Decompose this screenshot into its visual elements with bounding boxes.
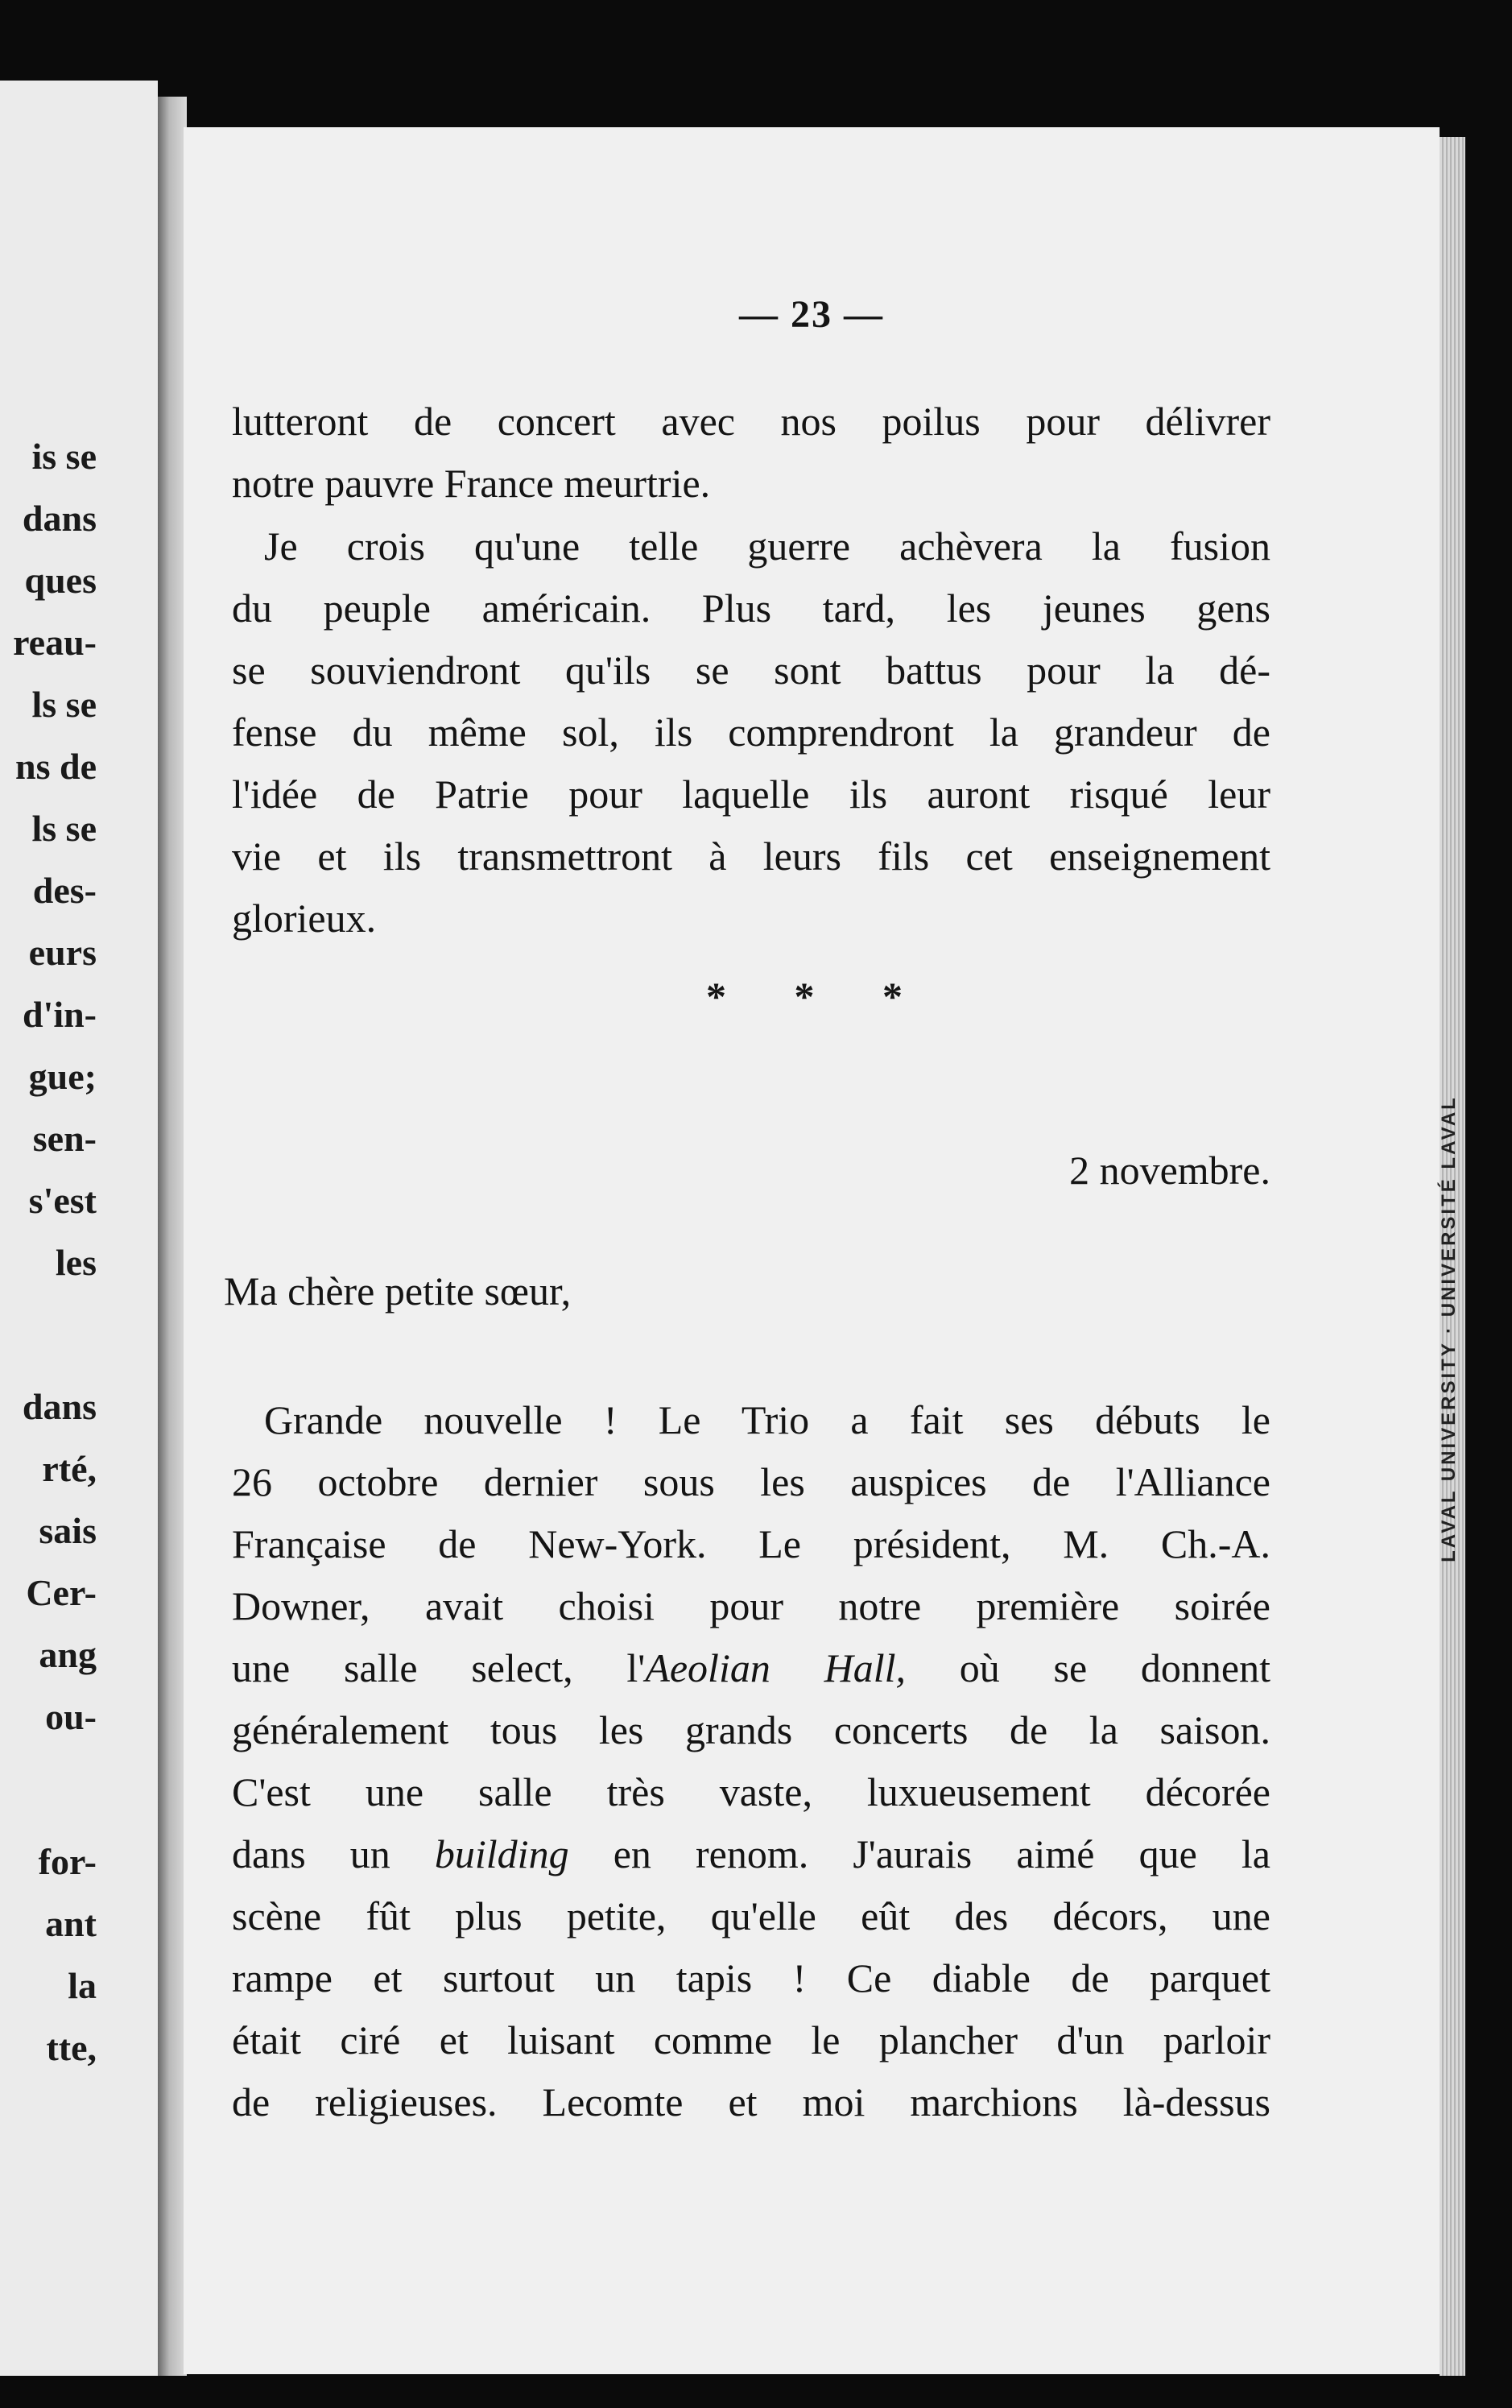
left-page-fragment: ls se <box>31 684 97 725</box>
previous-page-strip <box>0 81 158 2392</box>
left-page-fragment: tte, <box>46 2027 97 2068</box>
left-page-fragment: sais <box>39 1510 97 1551</box>
text-line: du peuple américain. Plus tard, les jeunes gens <box>232 585 1270 631</box>
text-line: notre pauvre France meurtrie. <box>232 461 711 506</box>
left-page-fragment: rté, <box>42 1448 97 1489</box>
text-line <box>232 1830 1270 1878</box>
left-page-fragment: Cer- <box>26 1572 97 1613</box>
library-stamp-text: LAVAL UNIVERSITY · UNIVERSITÉ LAVAL <box>1438 1095 1460 1562</box>
page-number-value: 23 <box>791 293 832 336</box>
left-page-fragment: ang <box>39 1634 97 1675</box>
text-line: scène fût plus petite, qu'elle eût des décors, une <box>232 1893 1270 1938</box>
main-page <box>184 127 1440 2374</box>
text-line: Française de New-York. Le président, M. Ch.-A. <box>232 1521 1270 1566</box>
left-page-fragment: for- <box>38 1841 97 1882</box>
text-segment: où se donnent <box>905 1645 1270 1690</box>
text-line: Downer, avait choisi pour notre première soirée <box>232 1583 1270 1628</box>
text-line: rampe et surtout un tapis ! Ce diable de parquet <box>232 1955 1270 2000</box>
text-line: se souviendront qu'ils se sont battus pour la dé- <box>232 648 1270 693</box>
left-page-fragment: ou- <box>45 1696 97 1737</box>
left-page-fragment: dans <box>22 1386 97 1427</box>
text-line: était ciré et luisant comme le plancher d'un parloir <box>232 2017 1270 2063</box>
left-page-fragment: ls se <box>31 808 97 849</box>
text-line: glorieux. <box>232 896 377 941</box>
text-line: l'idée de Patrie pour laquelle ils auront risqué leur <box>232 772 1270 817</box>
text-segment: en renom. J'aurais aimé que la <box>568 1831 1270 1876</box>
left-page-fragment: dans <box>22 498 97 539</box>
italic-venue-name: Aeolian Hall, <box>645 1645 906 1690</box>
left-page-fragment: reau- <box>13 622 97 663</box>
text-line: fense du même sol, ils comprendront la grandeur de <box>232 710 1270 755</box>
left-page-fragment: les <box>55 1242 97 1283</box>
text-line: vie et ils transmettront à leurs fils cet enseignement <box>232 834 1270 879</box>
bottom-shadow <box>0 2376 1512 2408</box>
left-page-fragment: eurs <box>28 932 97 973</box>
left-page-fragment: la <box>68 1965 97 2006</box>
left-page-fragment: d'in- <box>22 994 97 1035</box>
letter-date: 2 novembre. <box>1069 1148 1270 1193</box>
text-line: généralement tous les grands concerts de la saison. <box>232 1707 1270 1752</box>
text-line: C'est une salle très vaste, luxueusement décorée <box>232 1769 1270 1814</box>
left-page-fragment: sen- <box>32 1118 97 1159</box>
left-page-fragment: is se <box>31 436 97 477</box>
text-segment: une salle select, l' <box>232 1645 646 1690</box>
left-page-fragment: ant <box>45 1903 97 1944</box>
left-page-fragment: ns de <box>15 746 97 787</box>
italic-word: building <box>434 1831 569 1876</box>
section-ornament: * * * <box>706 974 917 1019</box>
page-gutter <box>158 97 187 2392</box>
left-page-fragment: ques <box>24 560 97 601</box>
text-line: lutteront de concert avec nos poilus pour délivrer <box>232 399 1270 444</box>
left-page-fragment: gue; <box>28 1056 97 1097</box>
library-stamp <box>1425 1023 1473 1635</box>
text-line <box>232 1644 1270 1692</box>
text-segment: dans un <box>232 1831 435 1876</box>
letter-salutation: Ma chère petite sœur, <box>224 1268 572 1314</box>
left-page-fragment: s'est <box>28 1180 97 1221</box>
text-line: de religieuses. Lecomte et moi marchions là-dessus <box>232 2079 1270 2125</box>
page-number: — 23 — <box>739 293 884 336</box>
text-line: Grande nouvelle ! Le Trio a fait ses débuts le <box>264 1397 1270 1442</box>
text-line: 26 octobre dernier sous les auspices de l'Alliance <box>232 1459 1270 1504</box>
text-line: Je crois qu'une telle guerre achèvera la fusion <box>264 523 1270 569</box>
left-page-fragment: des- <box>32 870 97 911</box>
